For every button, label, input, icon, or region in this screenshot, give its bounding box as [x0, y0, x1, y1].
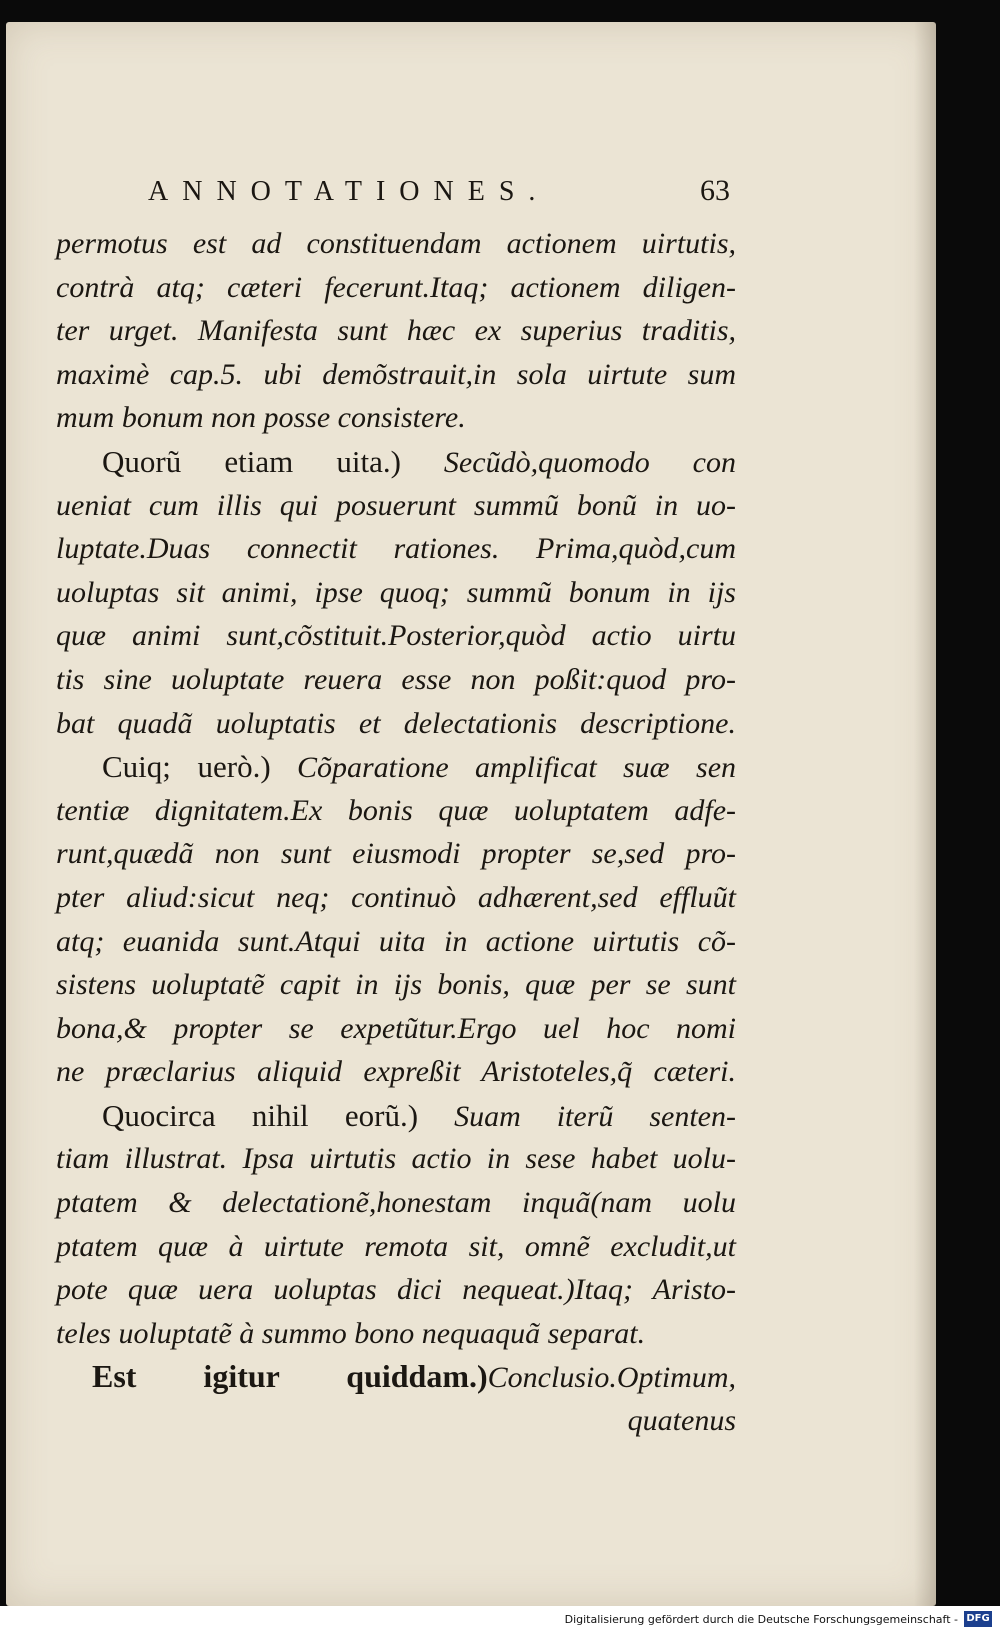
text-line: teles uoluptatẽ à summo bono nequaquã separat.	[56, 1316, 646, 1350]
text-line: contrà atq; cæteri fecerunt.Itaq; actionem diligen-	[56, 270, 736, 304]
text-line: luptate.Duas connectit rationes. Prima,quòd,cum	[56, 532, 736, 566]
paragraph-first-line	[56, 745, 736, 789]
text-line: runt,quædã non sunt eiusmodi propter se,sed pro-	[56, 837, 736, 871]
text-line: atq; euanida sunt.Atqui uita in actione uirtutis cõ-	[56, 924, 736, 958]
page-edge-shadow	[914, 22, 936, 1606]
text-line: maximè cap.5. ubi demõstrauit,in sola uirtute sum	[56, 357, 736, 391]
text-line: ptatem & delectationẽ,honestam inquã(nam uolu	[56, 1186, 736, 1220]
text-line: ne præclarius aliquid expreßit Aristoteles,q̃ cæteri.	[56, 1055, 736, 1089]
text-line: tiam illustrat. Ipsa uirtutis actio in sese habet uolu-	[56, 1142, 736, 1176]
text-line: bona,& propter se expetũtur.Ergo uel hoc nomi	[56, 1011, 736, 1045]
text-line: pote quæ uera uoluptas dici nequeat.)Itaq; Aristo-	[56, 1273, 736, 1307]
running-head	[56, 174, 736, 222]
dfg-logo: DFG	[964, 1611, 992, 1627]
text-line: quæ animi sunt,cõstituit.Posterior,quòd actio uirtu	[56, 619, 736, 653]
page-number: 63	[700, 174, 730, 207]
text-line: uoluptas sit animi, ipse quoq; summũ bonum in ijs	[56, 575, 736, 609]
paragraph-first-line	[56, 1355, 736, 1399]
text-line: bat quadã uoluptatis et delectationis descriptione.	[56, 706, 736, 740]
footer-strip	[0, 1606, 1000, 1635]
text-line: ter urget. Manifesta sunt hæc ex superius traditis,	[56, 314, 736, 348]
text-line: permotus est ad constituendam actionem uirtutis,	[56, 227, 736, 260]
text-line: sistens uoluptatẽ capit in ijs bonis, quæ per se sunt	[56, 968, 736, 1002]
lemma: Quocirca nihil eorũ.)	[102, 1097, 419, 1133]
text-line: ptatem quæ à uirtute remota sit, omnẽ excludit,ut	[56, 1229, 736, 1263]
paragraph-first-line	[56, 440, 736, 484]
paragraph-first-line	[56, 1094, 736, 1138]
text-line: tentiæ dignitatem.Ex bonis quæ uoluptatem adfe-	[56, 793, 736, 827]
text-run: Conclusio.Optimum,	[487, 1361, 736, 1395]
text-line: tis sine uoluptate reuera esse non poßit:quod pro-	[56, 662, 736, 696]
book-page	[6, 22, 936, 1606]
text-run: Suam iterũ senten-	[418, 1099, 736, 1133]
text-block	[56, 174, 736, 1443]
running-head-title: ANNOTATIONES.	[148, 176, 550, 207]
lemma: Est igitur quiddam.)	[92, 1358, 488, 1395]
text-line: mum bonum non posse consistere.	[56, 401, 466, 435]
catchword: quatenus	[627, 1404, 736, 1438]
text-line: ueniat cum illis qui posuerunt summũ bonũ in uo-	[56, 488, 736, 522]
lemma: Cuiq; uerò.)	[102, 749, 271, 785]
footer-credit: Digitalisierung gefördert durch die Deutsche Forschungsgemeinschaft -	[564, 1613, 958, 1626]
text-run: Cõparatione amplificat suæ sen	[270, 751, 737, 785]
text-run: Secũdò,quomodo con	[401, 445, 736, 479]
text-line: pter aliud:sicut neq; continuò adhærent,sed effluũt	[56, 880, 736, 914]
lemma: Quorũ etiam uita.)	[102, 443, 401, 479]
